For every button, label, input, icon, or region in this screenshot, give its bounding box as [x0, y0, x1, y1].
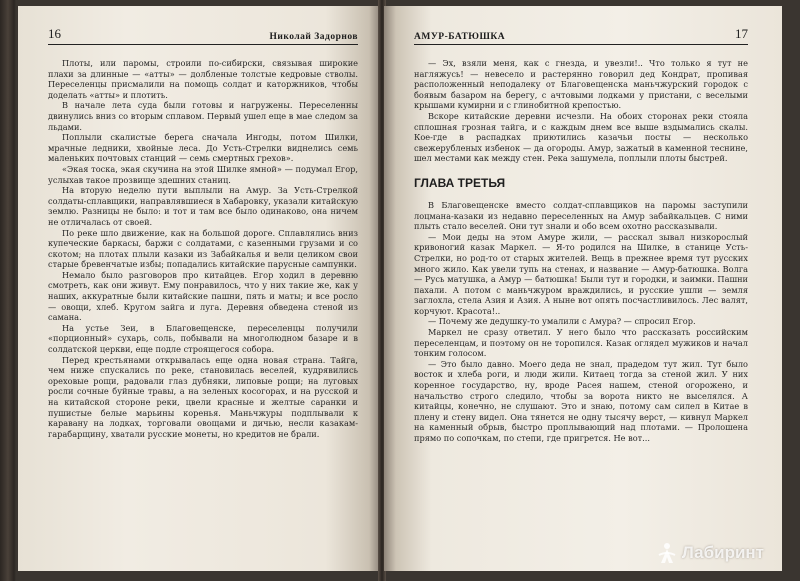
paragraph: В Благовещенске вместо солдат-сплавщиков на паромы заступили лоцмана-казаки из недавно переселенных на Амур забайкальцев. С ними плыть стало веселей. Они тут знали и обо всем охотно рассказывали.	[414, 199, 748, 232]
watermark	[656, 541, 764, 565]
paragraph: Немало было разговоров про китайцев. Егор ходил в деревню смотреть, как они живут. Ему понравилось, что у них такие же, как у наших, аккуратные были китайские пашни, пять и маты; и все росло — овощи, хлеб. Кругом зайга и луга. Деревня обведена стеной из самана.	[48, 269, 358, 323]
paragraph: Перед крестьянами открывалась еще одна новая страна. Тайга, чем ниже спускались по реке, становилась веселей, кудрявились ореховые рощи, радовали глаз дубняки, липовые рощи; на луговых росли сочные буйные травы, а на зеленых косогорах, и на русской и на китайской стороне реки, цвели красные и желтые саранки и пушистые белые марьины коренья. Маньчжуры подплывали к каравану на лодках, торговали овощами и дичью, несли казакам-гарабарщину, хватали русские монеты, но кредитов не брали.	[48, 354, 358, 439]
paragraph: По реке шло движение, как на большой дороге. Сплавлялись вниз купеческие баркасы, баржи с солдатами, с казенными грузами и со скотом; на плотах плыли казаки из Забайкалья и вели целиком свои старые бревенчатые избы; попадались китайские парусные сампунки.	[48, 227, 358, 270]
paragraph: Маркел не сразу ответил. У него было что рассказать российским переселенцам, и поэтому он не торопился. Казак оглядел мужиков и начал тонким голосом.	[414, 327, 748, 359]
left-page	[18, 6, 380, 571]
labyrinth-logo-icon	[656, 541, 678, 565]
paragraph: Плоты, или паромы, строили по-сибирски, связывая широкие плахи за длинные — «атты» — долбленые толстые кедровые стволы. Переселенцы присмалили на помощь солдат и каторжников, чтобы доделать «атты» и плотить.	[48, 58, 358, 100]
paragraph: — Эх, взяли меня, как с гнезда, и увезли!.. Что только я тут не нагляжусь! — невесело и растерянно говорил дед Кондрат, пропивая расположенный неподалеку от Благовещенска маньчжурский городок с боявым базаром на берегу, с ачтовыми лодками у пристани, с веселыми крышами кумирни и с глинобитной крепостью.	[414, 58, 748, 111]
running-head-title: АМУР-БАТЮШКА	[414, 32, 506, 42]
paragraph: Поплыли скалистые берега сначала Ингоды, потом Шилки, мрачные ледники, хвойные леса. До Усть-Стрелки виднелись семь маленьких почтовых станций — семь смертных грехов».	[48, 132, 358, 164]
page-number-right: 17	[735, 26, 748, 41]
right-page-body	[414, 58, 748, 444]
paragraph: — Мои деды на этом Амуре жили, — расскал зывал низкорослый кривоногий казак Маркел. — Я-то родился на Шилке, в станице Усть-Стрелки, но род-то от старых жителей. Вещь в прежнее время тут русских много жило. Как увели тупь на стенах, и название — Амур-батюшка. Волга — Русь матушка, а Амур — батюшка! Были тут и городки, и заимки. Пашни пахали. А потом с маньчжуром враждились, и русские ушли — земля заглохла, стела Азия и Азия. А ныне вот опять посчастливилось. Лес валят, корчуют. Красота!..	[414, 231, 748, 316]
watermark-text: Лабиринт	[681, 543, 764, 562]
paragraph: — Это было давно. Моего деда не знал, прадедом тут жил. Тут было восток и хлеба роги, и люди жили. Китаец тогда за стеной жил. У них коренное государство, ну, вроде Расея нашем, стеной огорожено, и начальство строго следило, чтобы за ворота никто не выселялся. А китайцы, конечно, не слушают. Это и знаю, потому сам силел в Китае в плену и стену видел. Она тянется не одну тысячу верст, — кивнул Маркел на каменный обрыв, быстро проплывающий над плотами. — Пролошена прямо по сопочкам, по степи, где пригрется. Не вот...	[414, 358, 748, 443]
right-page-header	[414, 26, 748, 45]
paragraph: На вторую неделю пути выплыли на Амур. За Усть-Стрелкой солдаты-сплавщики, направлявшиеся в Хабаровку, указали китайскую землю. Разницы не было: и тот и там все было одинаково, она ничем не отличалась от своей.	[48, 185, 358, 227]
page-number-left: 16	[48, 26, 61, 41]
paragraph: В начале лета суда были готовы и нагружены. Переселенны двинулись вниз со вторым сплавом. Первый ушел еще в мае следом за льдами.	[48, 100, 358, 132]
paragraph: — Почему же дедушку-то умалили с Амура? — спросил Егор.	[428, 316, 696, 327]
left-page-body	[48, 58, 358, 439]
paragraph: Вскоре китайские деревни исчезли. На обоих сторонах реки стояла сплошная грозная тайга, и с каждым днем все выше вздымались скалы. Кое-где в распадках приютились казачьи посты — несколько свежерубленых избенок — да огороды. Амур, зажатый в каменной теснине, шел местами как между стен. Река зашумела, поплыли плоты быстрей.	[414, 110, 748, 164]
left-page-header	[48, 26, 358, 45]
running-head-author: Николай Задорнов	[269, 32, 358, 42]
chapter-title: ГЛАВА ТРЕТЬЯ	[414, 175, 506, 190]
paragraph: «Экая тоска, экая скучина на этой Шилке ямной» — подумал Егор, услыхав такое прозвище здешних станиц.	[48, 163, 358, 185]
right-page	[384, 6, 782, 571]
paragraph: На устье Зеи, в Благовещенске, переселенцы получили «порционный» сухарь, соль, побывали на многолюдном базаре и в солдатской церкви, еще подле строящегося собора.	[48, 322, 358, 355]
